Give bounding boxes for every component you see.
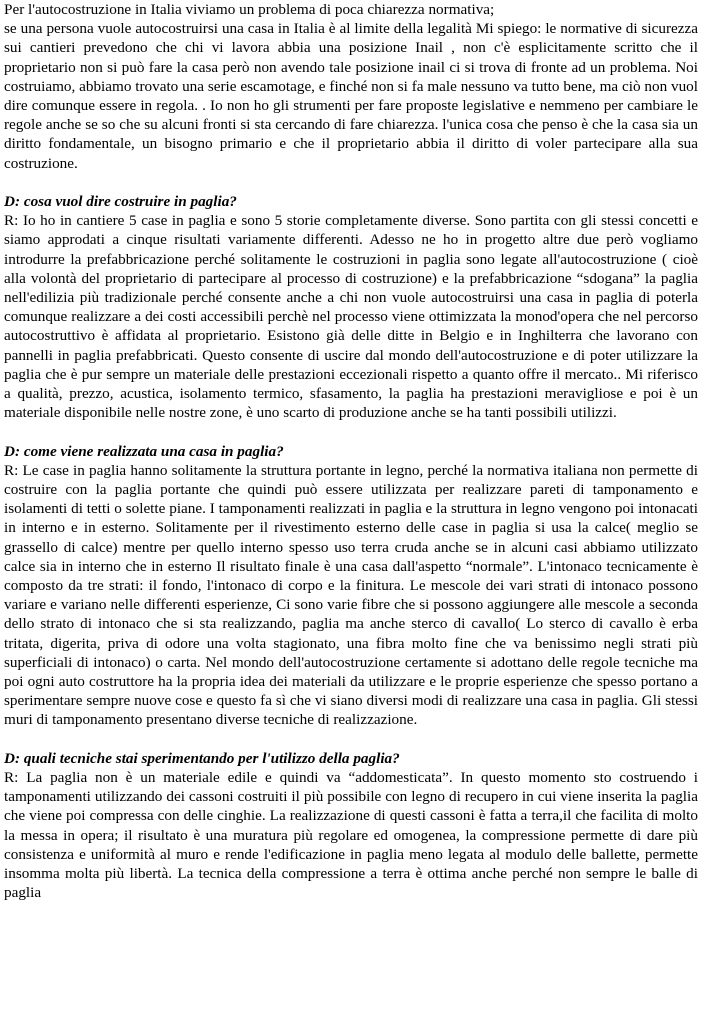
- intro-section: [4, 0, 698, 173]
- document-page: [4, 0, 698, 903]
- intro-paragraph: se una persona vuole autocostruirsi una casa in Italia è al limite della legalità Mi spiego: le normative di sicurezza sui cantieri prevedono che chi vi lavora abbia una posizione Inail , non c'è esplicitamente scritto che il proprietario non si può fare la casa però non avendo tale posizione inail ci si trova di fronte ad un problema. Noi costruiamo, abbiamo trovato una serie escamotage, e finché non si fa male nessuno va tutto bene, ma ciò non vuol dire comunque essere in regola. . Io non ho gli strumenti per fare proposte legislative e nemmeno per cambiare le regole anche se so che su alcuni fronti si sta cercando di fare chiarezza. l'unica cosa che penso è che la casa sia un diritto fondamentale, un bisogno primario e che il proprietario abbia il diritto di voler partecipare alla sua costruzione.: [4, 20, 698, 172]
- question-heading: D: quali tecniche stai sperimentando per l'utilizzo della paglia?: [4, 749, 400, 767]
- qa-section: [4, 442, 698, 730]
- question-heading: D: cosa vuol dire costruire in paglia?: [4, 193, 237, 211]
- answer-paragraph: R: Io ho in cantiere 5 case in paglia e sono 5 storie completamente diverse. Sono partita con gli stessi concetti e siamo approdati a cinque risultati variamente differenti. Adesso ne ho in progetto altre due però vogliamo introdurre la prefabbricazione perché solitamente le costruzioni in paglia sono legate all'autocostruzione ( cioè alla volontà del proprietario di partecipare al processo di costruzione) e la prefabbricazione “sdogana” la paglia nell'edilizia più tradizionale perché consente anche a chi non vuole autocostruirsi una casa in paglia di poterla comunque realizzare a dei costi accessibili perchè nel processo viene ottimizzata la monod'opera che nel percorso autocostruttivo è affidata al proprietario. Esistono già delle ditte in Belgio e in Inghilterra che lavorano con pannelli in paglia prefabbricati. Questo consente di uscire dal mondo dell'autocostruzione e di poter utilizzare la paglia che è pur sempre un materiale delle prestazioni eccezionali rispetto a quanto offre il mercato.. Mi riferisco a qualità, prezzo, acustica, isolamento termico, sfasamento, la paglia ha prestazioni meravigliose e poi è un materiale disponibile nelle nostre zone, è uno scarto di produzione anche se ha tanti possibili utilizzi.: [4, 212, 698, 422]
- answer-paragraph: R: Le case in paglia hanno solitamente la struttura portante in legno, perché la normativa italiana non permette di costruire con la paglia portante che quindi può essere utilizzata per realizzare pareti di tamponamento e isolamenti di tetti o solette piane. I tamponamenti realizzati in paglia e la struttura in legno vengono poi intonacati in interno e in esterno. Solitamente per il rivestimento esterno delle case in paglia si usa la calce( meglio se grassello di calce) mentre per quello interno spesso uso terra cruda anche se in alcuni casi abbiamo utilizzato calce sia in interno che in esterno Il risultato finale è una casa dall'aspetto “normale”. L'intonaco tecnicamente è composto da tre strati: il fondo, l'intonaco di corpo e la finitura. Le mescole dei vari strati di intonaco possono variare e variano nelle differenti esperienze, Ci sono varie fibre che si possono aggiungere alle mescole a seconda dello strato di intonaco che si sta realizzando, paglia ma anche sterco di cavallo( Lo sterco di cavallo è erba tritata, digerita, priva di odore una volta stagionato, una fibra molto fine che va benissimo negli strati più superficiali di intonaco) o carta. Nel mondo dell'autocostruzione certamente si adottano delle regole tecniche ma poi ogni auto costruttore ha la propria idea dei materiali da utilizzare e le proprie esperienze che spesso portano a sperimentare sempre nuove cose e questo fa sì che vi siano diversi modi di realizzare una casa in paglia. Gli stessi muri di tamponamento presentano diverse tecniche di realizzazione.: [4, 461, 698, 729]
- question-heading: D: come viene realizzata una casa in paglia?: [4, 442, 284, 460]
- qa-section: [4, 192, 698, 422]
- intro-lead: Per l'autocostruzione in Italia viviamo un problema di poca chiarezza normativa;: [4, 1, 495, 18]
- answer-paragraph: R: La paglia non è un materiale edile e quindi va “addomesticata”. In questo momento sto costruendo i tamponamenti utilizzando dei cassoni costruiti il più possibile con legno di recupero in cui viene inserita la paglia che viene poi compressa con delle cinghie. La realizzazione di questi cassoni è fatta a terra,il che facilita di molto la messa in opera; il risultato è una muratura più regolare ed omogenea, la compressione permette di dare più consistenza e uniformità al muro e rende l'edificazione in paglia meno legata al modulo delle ballette, permette insomma molta più libertà. La tecnica della compressione a terra è ottima anche perché non sempre le balle di paglia: [4, 769, 698, 902]
- qa-section: [4, 749, 698, 903]
